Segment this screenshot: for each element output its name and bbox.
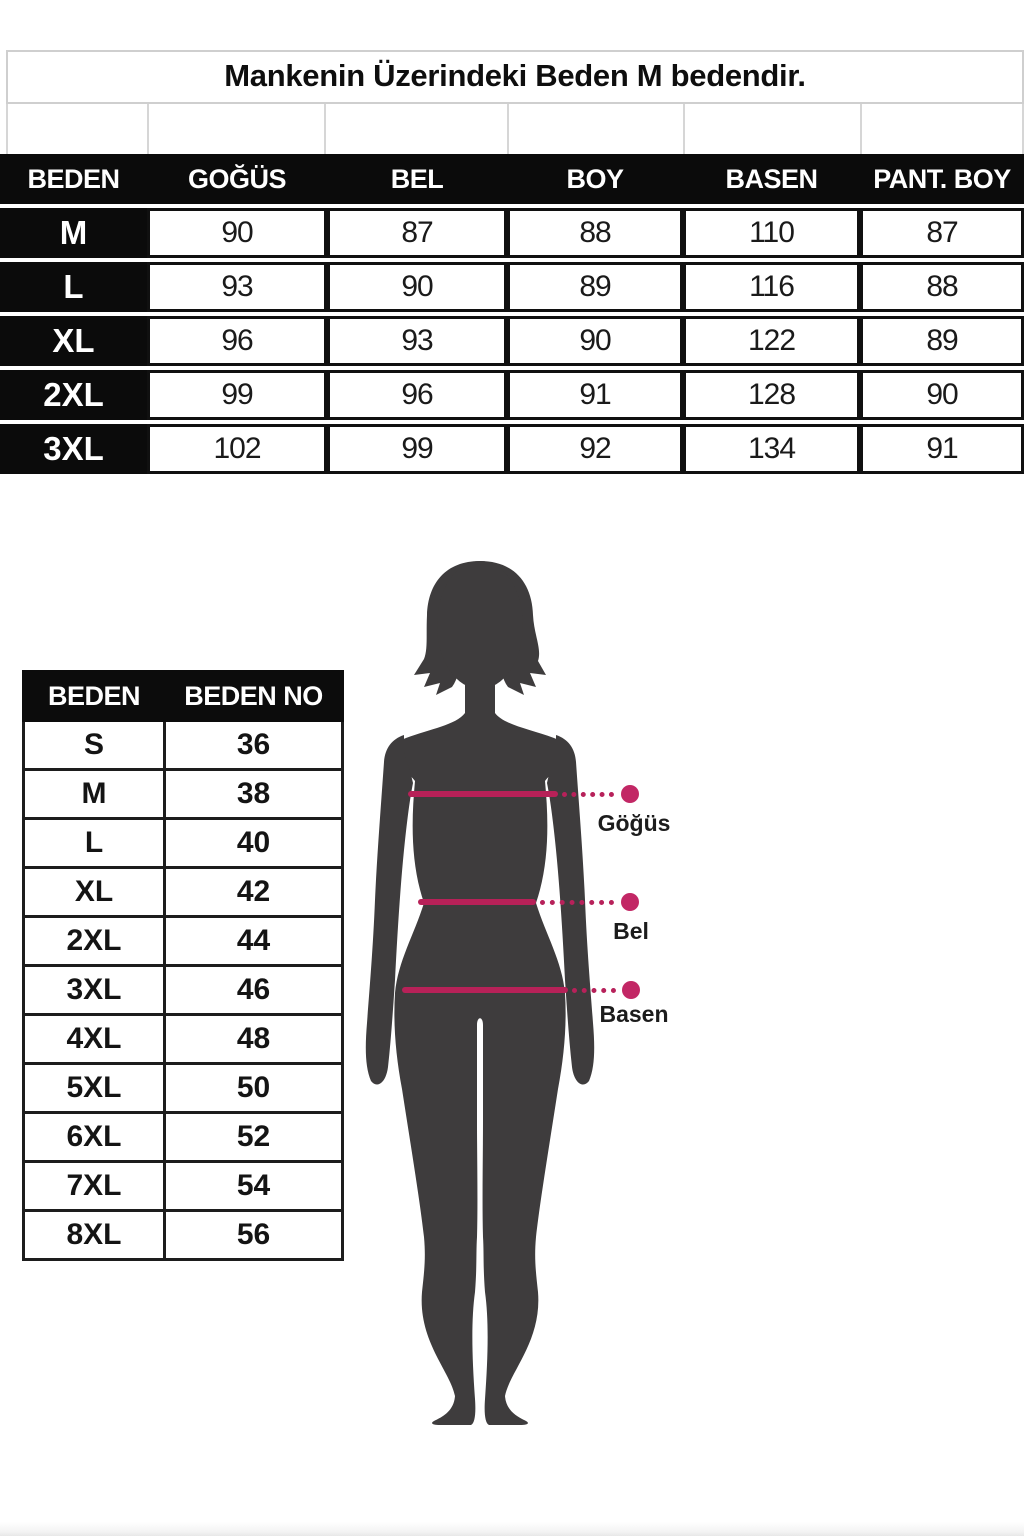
value-cell: 48 bbox=[165, 1015, 343, 1064]
value-cell: 96 bbox=[327, 370, 507, 420]
table-row bbox=[24, 770, 343, 819]
value-cell: 38 bbox=[165, 770, 343, 819]
value-cell: 90 bbox=[507, 316, 683, 366]
column-header-pant-boy: PANT. BOY bbox=[860, 154, 1024, 204]
table-row bbox=[24, 1162, 343, 1211]
size-cell: L bbox=[0, 262, 147, 312]
column-header-bel: BEL bbox=[327, 154, 507, 204]
value-cell: 36 bbox=[165, 721, 343, 770]
page-title: Mankenin Üzerindeki Beden M bedendir. bbox=[224, 58, 806, 93]
value-cell: 42 bbox=[165, 868, 343, 917]
chest-dot-icon bbox=[621, 785, 639, 803]
size-cell: 8XL bbox=[24, 1211, 165, 1260]
value-cell: 44 bbox=[165, 917, 343, 966]
chest-dotted-line bbox=[562, 792, 614, 797]
value-cell: 89 bbox=[860, 316, 1024, 366]
table-row bbox=[24, 1113, 343, 1162]
body-measurement-diagram bbox=[330, 555, 630, 1435]
size-cell: M bbox=[24, 770, 165, 819]
waist-line bbox=[418, 899, 536, 905]
waist-dotted-line bbox=[540, 900, 614, 905]
column-header-gogus: GOĞÜS bbox=[147, 154, 327, 204]
value-cell: 93 bbox=[147, 262, 327, 312]
value-cell: 128 bbox=[683, 370, 860, 420]
size-cell: 3XL bbox=[0, 424, 147, 474]
table-row bbox=[0, 262, 1024, 312]
value-cell: 92 bbox=[507, 424, 683, 474]
value-cell: 102 bbox=[147, 424, 327, 474]
value-cell: 122 bbox=[683, 316, 860, 366]
size-cell: XL bbox=[24, 868, 165, 917]
value-cell: 93 bbox=[327, 316, 507, 366]
value-cell: 91 bbox=[860, 424, 1024, 474]
table-row bbox=[0, 370, 1024, 420]
value-cell: 87 bbox=[327, 208, 507, 258]
value-cell: 90 bbox=[860, 370, 1024, 420]
hips-dotted-line bbox=[572, 988, 616, 993]
value-cell: 52 bbox=[165, 1113, 343, 1162]
table-row bbox=[24, 1211, 343, 1260]
waist-dot-icon bbox=[621, 893, 639, 911]
table-row bbox=[24, 917, 343, 966]
value-cell: 90 bbox=[147, 208, 327, 258]
size-cell: 7XL bbox=[24, 1162, 165, 1211]
size-cell: 2XL bbox=[0, 370, 147, 420]
value-cell: 54 bbox=[165, 1162, 343, 1211]
value-cell: 56 bbox=[165, 1211, 343, 1260]
size-cell: 3XL bbox=[24, 966, 165, 1015]
hips-label: Basen bbox=[599, 1001, 669, 1027]
torso-legs-shape bbox=[387, 673, 573, 1425]
value-cell: 91 bbox=[507, 370, 683, 420]
chest-label: Göğüs bbox=[597, 810, 671, 836]
grid-divider bbox=[683, 104, 685, 154]
value-cell: 88 bbox=[860, 262, 1024, 312]
empty-grid-row bbox=[6, 104, 1024, 154]
size-cell: M bbox=[0, 208, 147, 258]
value-cell: 46 bbox=[165, 966, 343, 1015]
main-size-table bbox=[0, 150, 1024, 478]
bottom-edge-strip bbox=[0, 1522, 1024, 1536]
size-number-table bbox=[22, 670, 344, 1261]
value-cell: 134 bbox=[683, 424, 860, 474]
table-row bbox=[24, 721, 343, 770]
grid-divider bbox=[147, 104, 149, 154]
value-cell: 99 bbox=[147, 370, 327, 420]
table-header-row bbox=[24, 672, 343, 721]
hips-line bbox=[402, 987, 568, 993]
size-cell: 2XL bbox=[24, 917, 165, 966]
size-cell: S bbox=[24, 721, 165, 770]
value-cell: 90 bbox=[327, 262, 507, 312]
table-row bbox=[24, 1064, 343, 1113]
grid-divider bbox=[507, 104, 509, 154]
table-row bbox=[24, 819, 343, 868]
table-header-row bbox=[0, 154, 1024, 204]
table-row bbox=[0, 316, 1024, 366]
table-row bbox=[24, 868, 343, 917]
table-row bbox=[24, 1015, 343, 1064]
table-row bbox=[0, 424, 1024, 474]
value-cell: 99 bbox=[327, 424, 507, 474]
value-cell: 50 bbox=[165, 1064, 343, 1113]
value-cell: 88 bbox=[507, 208, 683, 258]
column-header-beden-no: BEDEN NO bbox=[165, 672, 343, 721]
column-header-beden: BEDEN bbox=[0, 154, 147, 204]
size-cell: 5XL bbox=[24, 1064, 165, 1113]
table-row bbox=[0, 208, 1024, 258]
column-header-basen: BASEN bbox=[683, 154, 860, 204]
size-cell: 6XL bbox=[24, 1113, 165, 1162]
size-cell: 4XL bbox=[24, 1015, 165, 1064]
size-cell: XL bbox=[0, 316, 147, 366]
hips-dot-icon bbox=[622, 981, 640, 999]
head-shape bbox=[437, 561, 523, 689]
value-cell: 40 bbox=[165, 819, 343, 868]
column-header-boy: BOY bbox=[507, 154, 683, 204]
value-cell: 110 bbox=[683, 208, 860, 258]
grid-divider bbox=[324, 104, 326, 154]
value-cell: 87 bbox=[860, 208, 1024, 258]
size-cell: L bbox=[24, 819, 165, 868]
value-cell: 89 bbox=[507, 262, 683, 312]
value-cell: 116 bbox=[683, 262, 860, 312]
value-cell: 96 bbox=[147, 316, 327, 366]
title-box bbox=[6, 50, 1024, 104]
grid-divider bbox=[860, 104, 862, 154]
chest-line bbox=[408, 791, 558, 797]
table-row bbox=[24, 966, 343, 1015]
waist-label: Bel bbox=[613, 918, 649, 944]
column-header-beden: BEDEN bbox=[24, 672, 165, 721]
female-body-silhouette bbox=[330, 555, 630, 1435]
